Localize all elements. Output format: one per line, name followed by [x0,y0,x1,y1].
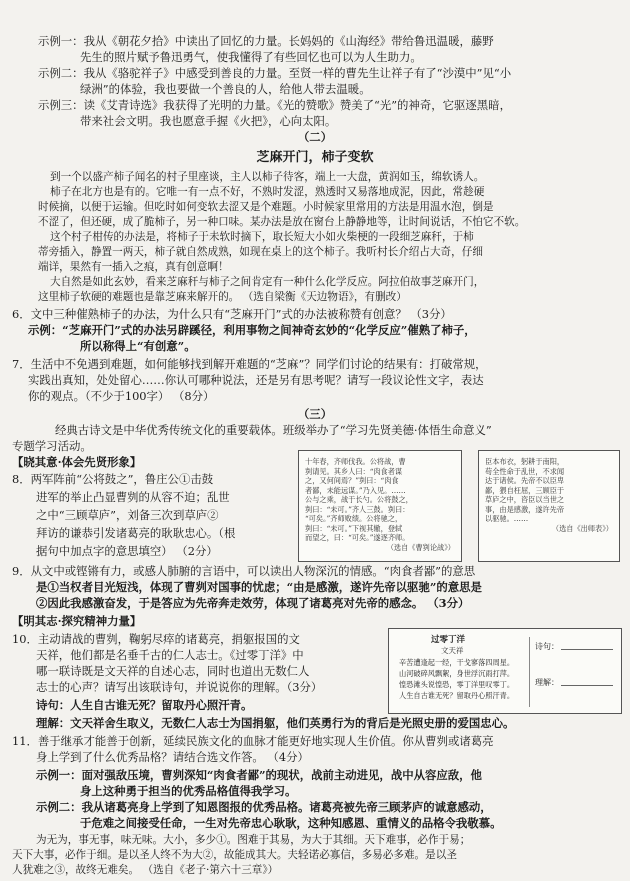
article-paragraph: 端详，果然有一插入之痕，真有创意啊！ [38,261,229,273]
answer-11: 示例二：我从诸葛亮身上学到了知恩图报的优秀品格。诸葛亮被先帝三顾茅庐的诚意感动， [36,800,492,814]
subheading: 【明其志·探究精神力量】 [12,614,142,628]
laozi-text: 天下大事，必作于细。是以圣人终不为大②，故能成其大。夫轻诺必寡信，多易必多难。是以圣 [12,849,457,861]
question-11: 11．善于继承才能善于创新，延续民族文化的血脉才能更好地实现人生价值。你从曹刿或诸葛亮 [12,734,494,748]
answer-line: 示例一：我从《朝花夕拾》中读出了回忆的力量。长妈妈的《山海经》带给鲁迅温暖，藤野 [38,34,494,48]
question-11: 身上学到了什么优秀品格？请结合选文作答。 （4分） [36,750,309,764]
section-heading: （三） [297,407,333,421]
question-10: 志士的心声？请写出该联诗句，并说说你的理解。（3分） [36,680,323,694]
excerpt-cao-gui-box [298,450,462,562]
article-paragraph: 柿子在北方也是有的。它唯一有一点不好，不熟时发涩，熟透时又易落地成泥，因此，常趁硬 [50,186,485,198]
question-10: 天祥，他们都是名垂千古的仁人志士。《过零丁洋》中 [36,648,304,662]
excerpt-line: 苟全性命于乱世，不求闻 [485,466,565,476]
answer-11: 身上这种勇于担当的优秀品格值得我学习。 [80,784,297,798]
excerpt-line: 十年春，齐师伐我。公将战，曹 [305,457,406,466]
section-heading: （二） [297,130,333,144]
answer-11: 于危难之间接受任命，一生对先帝忠心耿耿，这种知感恩、重情义的品格令我敬慕。 [80,816,502,830]
article-paragraph: 时候摘，以便于运输。但吃时如何变软去涩又是个难题。小时候家里常用的方法是用温水泡，倒是 [38,201,494,213]
excerpt-line: 者鄙，未能远谋。”乃入见。…… [305,485,406,495]
excerpt-source: （选自《出师表》） [551,523,613,533]
excerpt-line: “可矣。”齐师败绩。公将驰之， [305,514,403,523]
poem-line: 惶恐滩头说惶恐，零丁洋里叹零丁。 [399,680,515,689]
excerpt-line: 之，又何间焉？”刿曰：“肉食 [305,476,399,485]
poem-author: 文天祥 [441,646,464,655]
excerpt-source: （选自《曹刿论战》） [386,542,455,552]
answer-10-understanding: 理解：文天祥舍生取义，无数仁人志士为国捐躯，他们英勇行为的背后是光照史册的爱国忠心。 [36,716,515,730]
excerpt-line: 而望之，曰：“可矣。”遂逐齐师。 [305,533,410,542]
question-9: 9．从文中或铿锵有力，或感人肺腑的言语中，可以读出人物深沉的情感。“肉食者鄙”的意思 [12,564,476,578]
question-8: 进军的举止凸显曹刿的从容不迫；乱世 [36,490,230,504]
answer-11: 示例一：面对强敌压境，曹刿深知“肉食者鄙”的现状，战前主动进见，战中从容应敌，他 [36,768,482,782]
poem-box [388,628,622,714]
question-6: 6．文中三种催熟柿子的办法，为什么只有“芝麻开门”式的办法被称赞有创意？ （3分） [12,307,452,321]
poem-line: 辛苦遭逢起一经，干戈寥落四周星。 [399,658,515,667]
question-10: 哪一联诗既是文天祥的自述心志，同时也道出无数仁人 [36,664,310,678]
question-8: 据句中加点字的意思填空） （2分） [36,544,218,558]
answer-6: 示例：“芝麻开门”式的办法另辟蹊径，利用事物之间神奇玄妙的“化学反应”催熟了柿子， [28,323,476,337]
answer-line: 示例三：读《艾青诗选》我获得了光明的力量。《光的赞歌》赞美了“光”的神奇，它驱逐黑暗， [38,98,511,112]
intro-text: 经典古诗文是中华优秀传统文化的重要载体。班级举办了“学习先贤美德·体悟生命意义” [55,423,492,437]
intro-text: 专题学习活动。 [12,439,92,453]
article-paragraph: 蒂旁插入，静置一两天，柿子就自然成熟，如现在桌上的这个柿子。我听村长介绍占大奇，仔细 [38,246,483,258]
poem-side-label: 诗句： [535,642,559,651]
answer-line: 先生的照片赋予鲁迅勇气，使我懂得了有些回忆也可以为人生助力。 [80,50,422,64]
excerpt-line: 刿曰：“未可。”下视其辙，登轼 [305,523,403,533]
question-8: 8．两军阵前“公将鼓之”，鲁庄公①击鼓 [12,472,214,486]
question-7: 你的观点。（不少于100字） （8分） [28,389,215,403]
question-10: 10．主动请战的曹刿，鞠躬尽瘁的诸葛亮，捐躯报国的文 [12,632,300,646]
article-paragraph: 大自然是如此玄妙，看来芝麻秆与柿子之间肯定有一种什么化学反应。阿拉伯故事芝麻开门， [50,276,485,288]
article-paragraph: 到一个以盛产柿子闻名的村子里座谈，主人以柿子待客，端上一大盘，黄润如玉，绵软诱人。 [50,171,485,183]
answer-line: 绿洲”的体验，我也要做一个善良的人，给他人带去温暖。 [80,82,371,96]
answer-6: 所以称得上“有创意”。 [80,339,196,353]
excerpt-line: 公与之乘，战于长勺。公将鼓之， [305,495,413,504]
question-8: 之中“三顾草庐”，刘备三次到草庐② [36,508,219,522]
excerpt-line: 草庐之中，咨臣以当世之 [485,495,565,504]
excerpt-line: 刿请见。其乡人曰：“肉食者谋 [305,466,403,476]
excerpt-line: 达于诸侯。先帝不以臣卑 [485,476,565,485]
poem-line: 山河破碎风飘絮，身世浮沉雨打萍。 [399,669,515,678]
laozi-text: 为无为，事无事，味无味。大小，多少①。图难于其易，为大于其细。天下难事，必作于易； [36,834,471,846]
article-paragraph: 这个村子柑传的办法是，将柿子于未软时摘下，取长短大小如火柴梗的一段细芝麻秆，于柿 [50,231,474,243]
poem-side-label: 理解： [535,678,559,687]
subheading: 【晓其意·体会先贤形象】 [12,455,142,469]
excerpt-chushibiao-box [478,450,620,562]
question-8: 拜访的谦恭引发诸葛亮的耿耿忠心。（根 [36,526,236,540]
article-paragraph: 这里柿子软硬的难题也是靠芝麻来解开的。 （选自梁衡《天边物语》，有删改） [38,291,407,303]
question-7: 7．生活中不免遇到难题，如何能够找到解开难题的“芝麻”？同学们讨论的结果有：打破常规， [12,357,487,371]
excerpt-line: 以驱驰。…… [485,514,529,523]
excerpt-line: 臣本布衣，躬耕于南阳， [485,457,565,466]
laozi-text: 人犹难之③，故终无难矣。 （选自《老子·第六十三章》） [12,864,279,876]
excerpt-line: 刿曰：“未可。”齐人三鼓。刿曰： [305,504,410,514]
answer-10-poem: 诗句：人生自古谁无死？留取丹心照汗青。 [36,698,253,712]
answer-9: 是①当权者目光短浅，体现了曹刿对国事的忧虑；“由是感激，遂许先帝以驱驰”的意思是 [36,580,482,594]
answer-9: ②因此我感激奋发，于是答应为先帝奔走效劳，体现了诸葛亮对先帝的感念。 （3分） [36,596,470,610]
poem-title: 过零丁洋 [431,635,466,645]
excerpt-line: 鄙，猥自枉屈，三顾臣于 [485,485,565,495]
answer-line: 示例二：我从《骆驼祥子》中感受到善良的力量。至贤一样的曹先生让祥子有了“沙漠中”见“小 [38,66,512,80]
poem-line: 人生自古谁无死？留取丹心照汗青。 [399,691,515,700]
article-title: 芝麻开门，柿子变软 [256,150,374,165]
answer-line: 带来社会文明。我也愿意手握《火把》，心向太阳。 [80,114,337,128]
question-7: 实践出真知，处处留心……你认可哪种说法，还是另有思考呢？请写一段议论性文字，表达 [28,373,484,387]
article-paragraph: 不涩了，但还硬，成了脆柿子，另一种口味。某办法是放在窗台上静静地等，让时间说话，不怕它不软。 [38,216,526,228]
excerpt-line: 事，由是感激，遂许先帝 [485,504,565,514]
